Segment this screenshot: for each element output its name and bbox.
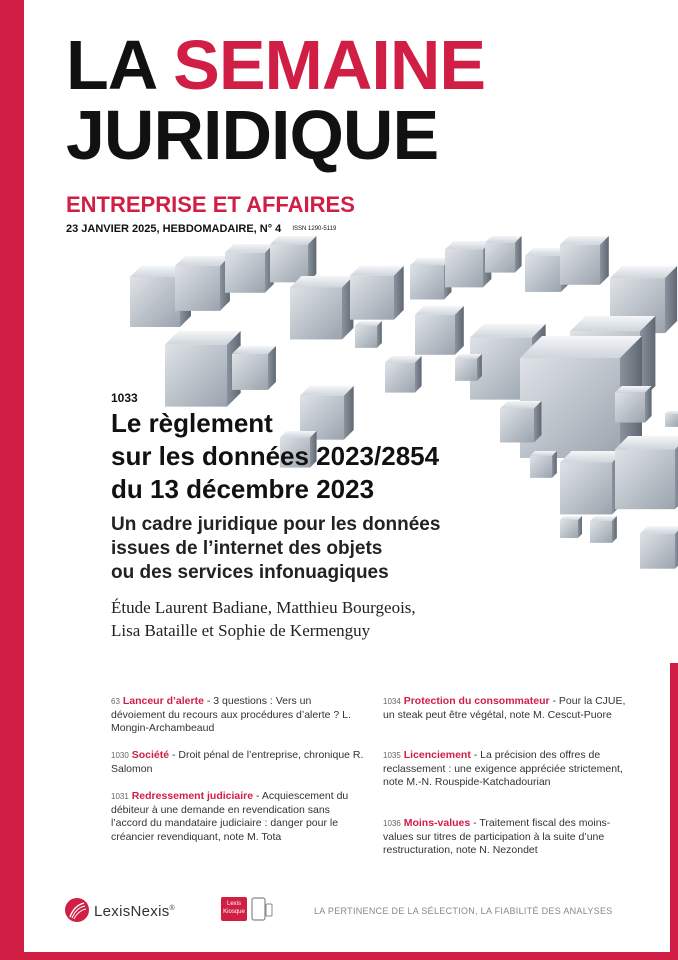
dateline-text: 23 JANVIER 2025, HEBDOMADAIRE, N° 4 xyxy=(66,223,282,235)
cube-front xyxy=(560,520,578,538)
lead-standfirst xyxy=(111,513,551,585)
cube-top xyxy=(665,411,678,414)
lead-headline xyxy=(111,407,541,506)
summary-text: - 3 questions : Vers un dévoiement du recours aux procédures d’alerte ? L. Mongin-Archambeaud xyxy=(111,695,351,734)
summary-item[interactable] xyxy=(111,790,366,844)
cube-front xyxy=(560,245,600,285)
summary-text: - Acquiescement du débiteur à une demande en revendication sans l’accord du mandataire judiciaire : danger pour le créancier revendiquant, note M. Tota xyxy=(111,790,349,843)
kiosque-label-2: Kiosque xyxy=(223,909,245,915)
cube-front xyxy=(615,449,675,509)
cube-front xyxy=(165,345,227,407)
summary-number: 1030 xyxy=(111,751,129,760)
cube-front xyxy=(410,265,444,299)
cube-front xyxy=(130,277,180,327)
cube-front xyxy=(355,326,377,348)
cube-front xyxy=(445,249,483,287)
issn: ISSN 1290-5119 xyxy=(292,226,337,233)
summary-item[interactable] xyxy=(383,749,628,790)
cube-top xyxy=(640,526,678,534)
footer-tagline: LA PERTINENCE DE LA SÉLECTION, LA FIABILITÉ DES ANALYSES xyxy=(314,906,613,916)
standfirst-line-3: ou des services infonuagiques xyxy=(111,562,389,583)
authors-line-1: Étude Laurent Badiane, Matthieu Bourgeois, xyxy=(111,598,416,617)
summary-text: - Droit pénal de l’entreprise, chronique R. Salomon xyxy=(111,749,364,775)
cube-front xyxy=(175,266,220,311)
summary-item[interactable] xyxy=(383,695,628,722)
cube-front xyxy=(232,354,268,390)
cube-front xyxy=(640,534,675,569)
summary-rubric: Moins-values xyxy=(403,817,471,829)
summary-rubric: Lanceur d’alerte xyxy=(122,695,204,707)
brand-name xyxy=(94,903,175,920)
brand-mark: ® xyxy=(169,905,175,912)
devices-icon xyxy=(251,896,273,922)
dateline xyxy=(66,223,336,235)
kiosque-label-1: Lexis xyxy=(226,901,241,907)
cube-front xyxy=(225,253,265,293)
bottom-accent-bar xyxy=(0,952,678,960)
lead-article-number: 1033 xyxy=(111,391,138,405)
standfirst-line-1: Un cadre juridique pour les données xyxy=(111,514,441,535)
masthead-semaine: SEMAINE xyxy=(173,26,486,104)
summary-item[interactable] xyxy=(383,817,628,858)
summary-number: 63 xyxy=(111,697,120,706)
right-accent-bar xyxy=(670,663,678,960)
summary-number: 1031 xyxy=(111,792,129,801)
summary-text: - Traitement fiscal des moins-values sur titres de participation à la suite d’une restructuration, note N. Nezondet xyxy=(383,817,611,856)
summary-text: - La précision des offres de reclassement : une exigence appréciée strictement, note M.-N. Rouspide-Katchadourian xyxy=(383,749,623,788)
cube-front xyxy=(560,462,612,514)
edition-title: ENTREPRISE ET AFFAIRES xyxy=(66,192,355,217)
brand-text: LexisNexis xyxy=(94,903,170,920)
summary-rubric: Société xyxy=(131,749,170,761)
cube-front xyxy=(615,393,645,423)
lead-authors xyxy=(111,596,551,642)
summary-number: 1036 xyxy=(383,819,401,828)
cube-front xyxy=(525,256,561,292)
cube-front xyxy=(590,521,612,543)
lexis-kiosque-badge[interactable] xyxy=(221,897,247,921)
cube-front xyxy=(485,243,515,273)
cube-front xyxy=(350,276,394,320)
summary-rubric: Protection du consommateur xyxy=(403,695,550,707)
masthead-la: LA xyxy=(66,26,155,104)
headline-line-3: du 13 décembre 2023 xyxy=(111,474,375,504)
headline-line-1: Le règlement xyxy=(111,408,273,438)
summary-number: 1034 xyxy=(383,697,401,706)
authors-line-2: Lisa Bataille et Sophie de Kermenguy xyxy=(111,621,371,640)
cube-front xyxy=(665,414,678,427)
summary-item[interactable] xyxy=(111,749,366,776)
cube-front xyxy=(290,287,342,339)
summary-number: 1035 xyxy=(383,751,401,760)
cube-front xyxy=(455,359,477,381)
summary-rubric: Licenciement xyxy=(403,749,471,761)
summary-item[interactable] xyxy=(111,695,366,736)
standfirst-line-2: issues de l’internet des objets xyxy=(111,538,383,559)
headline-line-2: sur les données 2023/2854 xyxy=(111,441,440,471)
summary-rubric: Redressement judiciaire xyxy=(131,790,254,802)
cube-front xyxy=(415,315,455,355)
lexisnexis-emblem-icon xyxy=(64,897,90,923)
summary-text: - Pour la CJUE, un steak peut être végétal, note M. Cescut-Puore xyxy=(383,695,626,721)
masthead-juridique: JURIDIQUE xyxy=(66,96,439,174)
masthead-line-1 xyxy=(66,26,486,104)
cube-front xyxy=(385,363,415,393)
